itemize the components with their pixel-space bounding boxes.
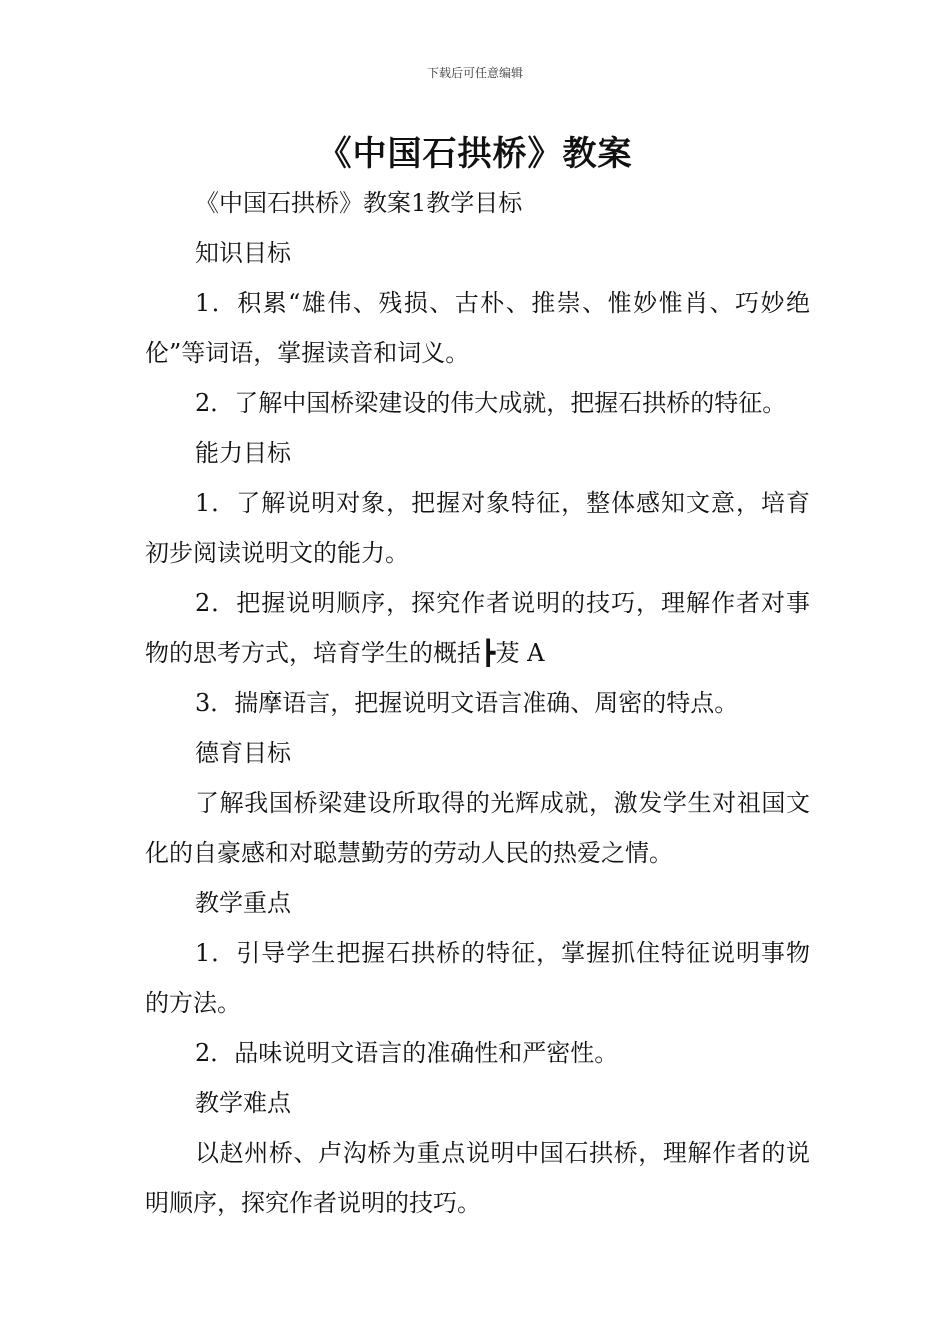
paragraph-ability-2: 2．把握说明顺序，探究作者说明的技巧，理解作者对事物的思考方式，培育学生的概括┣茇 A [145, 589, 810, 667]
heading-difficulties: 教学难点 [195, 1089, 291, 1117]
heading-knowledge-goals: 知识目标 [195, 239, 291, 267]
header-note: 下载后可任意编辑 [426, 66, 523, 80]
paragraph-ability-1: 1．了解说明对象，把握对象特征，整体感知文意，培育初步阅读说明文的能力。 [145, 489, 810, 567]
document-body [145, 178, 810, 1228]
paragraph-knowledge-2: 2．了解中国桥梁建设的伟大成就，把握石拱桥的特征。 [195, 389, 787, 417]
paragraph-ability-3: 3．揣摩语言，把握说明文语言准确、周密的特点。 [195, 689, 739, 717]
document-title: 《中国石拱桥》教案 [317, 134, 633, 174]
paragraph-key-1: 1．引导学生把握石拱桥的特征，掌握抓住特征说明事物的方法。 [145, 939, 810, 1017]
heading-key-points: 教学重点 [195, 889, 291, 917]
paragraph-knowledge-1: 1．积累“雄伟、残损、古朴、推崇、惟妙惟肖、巧妙绝伦”等词语，掌握读音和词义。 [145, 289, 810, 367]
paragraph-moral: 了解我国桥梁建设所取得的光辉成就，激发学生对祖国文化的自豪感和对聪慧勤劳的劳动人民的热爱之情。 [145, 789, 810, 867]
heading-ability-goals: 能力目标 [195, 439, 291, 467]
heading-moral-goals: 德育目标 [195, 739, 291, 767]
paragraph-key-2: 2．品味说明文语言的准确性和严密性。 [195, 1039, 619, 1067]
paragraph-difficulty: 以赵州桥、卢沟桥为重点说明中国石拱桥，理解作者的说明顺序，探究作者说明的技巧。 [145, 1139, 810, 1217]
paragraph-subtitle: 《中国石拱桥》教案1教学目标 [195, 189, 523, 217]
